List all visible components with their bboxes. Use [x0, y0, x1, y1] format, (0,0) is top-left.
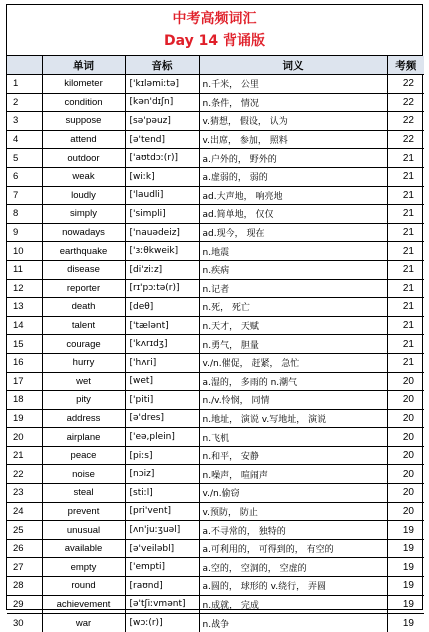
row-frequency: 22 — [387, 93, 424, 112]
row-index: 11 — [7, 260, 42, 279]
row-meaning: n.和平， 安静 — [199, 446, 387, 465]
row-frequency: 19 — [387, 521, 424, 540]
row-phonetic: ['empti] — [125, 558, 199, 577]
row-meaning: n.记者 — [199, 279, 387, 298]
table-row — [7, 484, 424, 503]
row-index: 30 — [7, 614, 42, 632]
row-index: 2 — [7, 93, 42, 112]
table-row — [7, 186, 424, 205]
row-word: address — [42, 409, 125, 428]
row-word: pity — [42, 391, 125, 410]
row-meaning: n.条件， 情况 — [199, 93, 387, 112]
row-word: kilometer — [42, 75, 125, 94]
row-frequency: 21 — [387, 298, 424, 317]
table-row — [7, 446, 424, 465]
row-phonetic: ['hʌri] — [125, 353, 199, 372]
row-word: earthquake — [42, 242, 125, 261]
row-index: 12 — [7, 279, 42, 298]
table-row — [7, 223, 424, 242]
row-phonetic: [ə'veiləbl] — [125, 539, 199, 558]
row-phonetic: ['piti] — [125, 391, 199, 410]
table-row — [7, 428, 424, 447]
row-meaning: v./n.催促， 赶紧， 急忙 — [199, 353, 387, 372]
table-row — [7, 614, 424, 632]
row-phonetic: ['laudli] — [125, 186, 199, 205]
row-index: 6 — [7, 167, 42, 186]
table-row — [7, 353, 424, 372]
row-phonetic: ['tælənt] — [125, 316, 199, 335]
row-frequency: 21 — [387, 260, 424, 279]
row-index: 13 — [7, 298, 42, 317]
row-word: available — [42, 539, 125, 558]
row-phonetic: ['kʌrɪdʒ] — [125, 335, 199, 354]
row-meaning: v.出席， 参加， 照料 — [199, 130, 387, 149]
row-index: 5 — [7, 149, 42, 168]
row-phonetic: [nɔiz] — [125, 465, 199, 484]
row-frequency: 22 — [387, 112, 424, 131]
row-index: 26 — [7, 539, 42, 558]
row-meaning: n.战争 — [199, 614, 387, 632]
row-meaning: n.噪声， 喧闹声 — [199, 465, 387, 484]
row-word: hurry — [42, 353, 125, 372]
row-meaning: a.不寻常的， 独特的 — [199, 521, 387, 540]
row-phonetic: ['kɪləmiːtə] — [125, 75, 199, 94]
row-frequency: 21 — [387, 279, 424, 298]
table-row — [7, 372, 424, 391]
row-frequency: 21 — [387, 335, 424, 354]
row-meaning: n.死， 死亡 — [199, 298, 387, 317]
title-block — [7, 5, 422, 56]
row-word: courage — [42, 335, 125, 354]
row-word: talent — [42, 316, 125, 335]
row-word: disease — [42, 260, 125, 279]
row-phonetic: [ə'dres] — [125, 409, 199, 428]
table-header-row — [7, 56, 424, 75]
row-word: loudly — [42, 186, 125, 205]
row-frequency: 19 — [387, 577, 424, 596]
row-word: suppose — [42, 112, 125, 131]
row-meaning: ad.现今， 现在 — [199, 223, 387, 242]
table-row — [7, 298, 424, 317]
row-phonetic: [sə'pəuz] — [125, 112, 199, 131]
row-phonetic: [kən'dɪʃn] — [125, 93, 199, 112]
row-meaning: n./v.怜悯， 同情 — [199, 391, 387, 410]
row-word: outdoor — [42, 149, 125, 168]
row-index: 3 — [7, 112, 42, 131]
row-meaning: n.成就， 完成 — [199, 595, 387, 614]
row-index: 21 — [7, 446, 42, 465]
row-word: wet — [42, 372, 125, 391]
row-word: airplane — [42, 428, 125, 447]
row-meaning: v.猜想， 假设， 认为 — [199, 112, 387, 131]
header-phonetic: 音标 — [125, 56, 199, 75]
table-row — [7, 335, 424, 354]
row-frequency: 22 — [387, 75, 424, 94]
row-frequency: 19 — [387, 539, 424, 558]
row-frequency: 19 — [387, 595, 424, 614]
table-row — [7, 260, 424, 279]
row-frequency: 22 — [387, 130, 424, 149]
row-word: noise — [42, 465, 125, 484]
table-row — [7, 279, 424, 298]
row-phonetic: [wiːk] — [125, 167, 199, 186]
row-word: nowadays — [42, 223, 125, 242]
row-word: unusual — [42, 521, 125, 540]
table-row — [7, 149, 424, 168]
row-phonetic: ['nauədeiz] — [125, 223, 199, 242]
row-frequency: 19 — [387, 614, 424, 632]
table-row — [7, 409, 424, 428]
row-meaning: a.圆的， 球形的 v.绕行， 弄圆 — [199, 577, 387, 596]
table-row — [7, 112, 424, 131]
table-row — [7, 242, 424, 261]
row-index: 16 — [7, 353, 42, 372]
row-frequency: 20 — [387, 446, 424, 465]
table-row — [7, 391, 424, 410]
table-row — [7, 595, 424, 614]
row-word: reporter — [42, 279, 125, 298]
row-word: condition — [42, 93, 125, 112]
row-index: 1 — [7, 75, 42, 94]
row-phonetic: [piːs] — [125, 446, 199, 465]
row-word: achievement — [42, 595, 125, 614]
row-phonetic: [raʊnd] — [125, 577, 199, 596]
row-frequency: 21 — [387, 149, 424, 168]
table-row — [7, 465, 424, 484]
row-meaning: a.户外的， 野外的 — [199, 149, 387, 168]
row-phonetic: ['aʊtdɔː(r)] — [125, 149, 199, 168]
row-word: steal — [42, 484, 125, 503]
row-index: 29 — [7, 595, 42, 614]
row-frequency: 21 — [387, 205, 424, 224]
row-index: 9 — [7, 223, 42, 242]
table-row — [7, 75, 424, 94]
row-meaning: a.空的， 空洞的， 空虚的 — [199, 558, 387, 577]
row-index: 10 — [7, 242, 42, 261]
row-phonetic: [ʌn'juːʒuəl] — [125, 521, 199, 540]
table-row — [7, 316, 424, 335]
row-meaning: n.地址， 演说 v.写地址， 演说 — [199, 409, 387, 428]
row-word: empty — [42, 558, 125, 577]
row-meaning: a.虚弱的， 弱的 — [199, 167, 387, 186]
row-word: death — [42, 298, 125, 317]
row-frequency: 20 — [387, 428, 424, 447]
table-row — [7, 167, 424, 186]
row-word: round — [42, 577, 125, 596]
page-title: 中考高频词汇 — [172, 11, 257, 27]
row-phonetic: [deθ] — [125, 298, 199, 317]
table-row — [7, 130, 424, 149]
row-meaning: n.地震 — [199, 242, 387, 261]
header-frequency: 考频 — [387, 56, 424, 75]
table-row — [7, 577, 424, 596]
row-frequency: 20 — [387, 372, 424, 391]
header-word: 单词 — [42, 56, 125, 75]
row-word: attend — [42, 130, 125, 149]
row-meaning: a.湿的， 多雨的 n.潮气 — [199, 372, 387, 391]
row-meaning: n.千米， 公里 — [199, 75, 387, 94]
row-phonetic: [wɔː(r)] — [125, 614, 199, 632]
row-meaning: v./n.偷窃 — [199, 484, 387, 503]
row-word: prevent — [42, 502, 125, 521]
row-frequency: 21 — [387, 186, 424, 205]
table-row — [7, 539, 424, 558]
table-row — [7, 521, 424, 540]
row-phonetic: ['simpli] — [125, 205, 199, 224]
row-phonetic: ['eə,plein] — [125, 428, 199, 447]
row-frequency: 21 — [387, 223, 424, 242]
row-phonetic: [ə'tʃiːvmənt] — [125, 595, 199, 614]
row-meaning: n.飞机 — [199, 428, 387, 447]
row-index: 22 — [7, 465, 42, 484]
row-index: 23 — [7, 484, 42, 503]
row-frequency: 21 — [387, 353, 424, 372]
row-frequency: 20 — [387, 409, 424, 428]
table-row — [7, 558, 424, 577]
row-meaning: ad.简单地， 仅仅 — [199, 205, 387, 224]
row-index: 7 — [7, 186, 42, 205]
vocabulary-sheet — [6, 4, 423, 630]
table-body — [7, 75, 424, 632]
row-meaning: v.预防， 防止 — [199, 502, 387, 521]
row-meaning: n.疾病 — [199, 260, 387, 279]
row-frequency: 20 — [387, 484, 424, 503]
row-index: 20 — [7, 428, 42, 447]
row-index: 15 — [7, 335, 42, 354]
row-phonetic: [stiːl] — [125, 484, 199, 503]
row-phonetic: [pri'vent] — [125, 502, 199, 521]
page-subtitle: Day 14 背诵版 — [164, 33, 265, 49]
row-phonetic: [wet] — [125, 372, 199, 391]
row-meaning: n.天才， 天赋 — [199, 316, 387, 335]
row-word: peace — [42, 446, 125, 465]
vocabulary-table — [7, 56, 424, 632]
row-index: 17 — [7, 372, 42, 391]
row-index: 27 — [7, 558, 42, 577]
row-word: simply — [42, 205, 125, 224]
table-row — [7, 205, 424, 224]
row-meaning: n.勇气， 胆量 — [199, 335, 387, 354]
row-frequency: 21 — [387, 242, 424, 261]
row-frequency: 19 — [387, 558, 424, 577]
row-index: 14 — [7, 316, 42, 335]
row-frequency: 20 — [387, 502, 424, 521]
header-index — [7, 56, 42, 75]
row-frequency: 21 — [387, 167, 424, 186]
row-index: 4 — [7, 130, 42, 149]
row-index: 24 — [7, 502, 42, 521]
row-index: 28 — [7, 577, 42, 596]
header-meaning: 词义 — [199, 56, 387, 75]
row-index: 19 — [7, 409, 42, 428]
row-frequency: 21 — [387, 316, 424, 335]
row-meaning: a.可利用的， 可得到的， 有空的 — [199, 539, 387, 558]
row-word: war — [42, 614, 125, 632]
row-meaning: ad.大声地， 响亮地 — [199, 186, 387, 205]
row-word: weak — [42, 167, 125, 186]
row-index: 8 — [7, 205, 42, 224]
row-phonetic: [di'ziːz] — [125, 260, 199, 279]
row-phonetic: [rɪ'pɔːtə(r)] — [125, 279, 199, 298]
row-index: 25 — [7, 521, 42, 540]
row-index: 18 — [7, 391, 42, 410]
row-phonetic: [ə'tend] — [125, 130, 199, 149]
table-row — [7, 93, 424, 112]
table-row — [7, 502, 424, 521]
row-frequency: 20 — [387, 391, 424, 410]
row-frequency: 20 — [387, 465, 424, 484]
row-phonetic: ['ɜːθkweik] — [125, 242, 199, 261]
